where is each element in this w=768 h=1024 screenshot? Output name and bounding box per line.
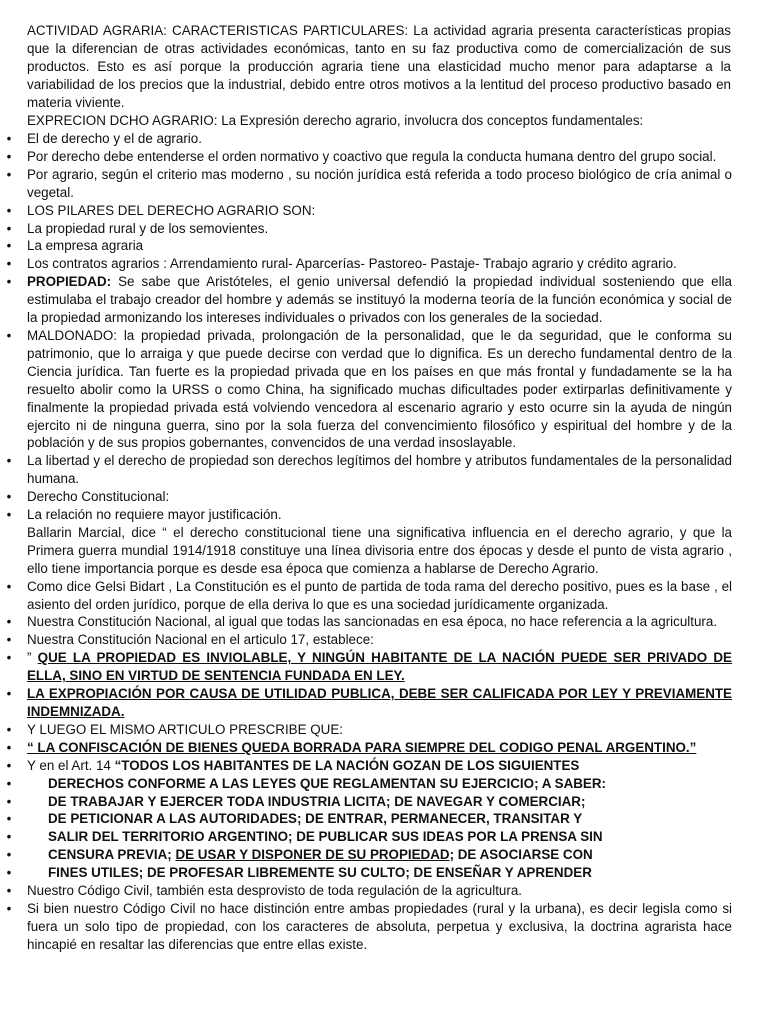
bullet-icon: • xyxy=(6,220,12,236)
bullet-icon: • xyxy=(6,847,12,863)
list-item: • LOS PILARES DEL DERECHO AGRARIO SON: xyxy=(0,202,732,220)
bullet-icon: • xyxy=(6,131,12,146)
article-14-line: • DE PETICIONAR A LAS AUTORIDADES; DE ENTRAR, PERMANECER, TRANSITAR Y xyxy=(0,810,732,828)
article-14-lead: • Y en el Art. 14 “TODOS LOS HABITANTES DE LA NACIÓN GOZAN DE LOS SIGUIENTES xyxy=(0,757,732,775)
list-item: • Como dice Gelsi Bidart , La Constitución es el punto de partida de toda rama del derecho positivo, pues es la base , el asiento del orden jurídico, porque de ella deriva lo que es una sociedad jurídicamente organizada. xyxy=(0,578,732,614)
bullet-icon: • xyxy=(6,489,12,505)
list-item: • Por agrario, según el criterio mas moderno , su noción jurídica está referida a todo proceso biológico de cría animal o vegetal. xyxy=(0,166,732,202)
bullet-icon: • xyxy=(6,686,12,702)
bullet-icon: • xyxy=(6,650,12,666)
bullet-list xyxy=(0,130,732,954)
bullet-icon: • xyxy=(6,453,12,469)
bullet-icon: • xyxy=(6,507,12,523)
bullet-icon: • xyxy=(6,148,12,164)
bullet-icon: • xyxy=(6,166,12,182)
bullet-icon: • xyxy=(6,632,12,648)
bullet-icon: • xyxy=(6,614,12,630)
bullet-icon: • xyxy=(6,775,12,791)
bullet-icon: • xyxy=(6,256,12,272)
list-item: • Nuestra Constitución Nacional en el articulo 17, establece: xyxy=(0,631,732,649)
intro-paragraph: ACTIVIDAD AGRARIA: CARACTERISTICAS PARTICULARES: La actividad agraria presenta características propias que la diferencian de otras actividades económicas, tanto en su faz productiva como de comercialización de sus productos. Esto es así porque la producción agraria tiene una elasticidad mucho menor para adaptarse a la variabilidad de los precios que la industrial, debido entre otros motivos a la lentitud del proceso productivo basado en materia viviente. xyxy=(27,23,731,110)
intro-block xyxy=(27,22,731,129)
list-item: • Nuestra Constitución Nacional, al igual que todas las sancionadas en esa época, no hace referencia a la agricultura. xyxy=(0,613,732,631)
list-item: • “ LA CONFISCACIÓN DE BIENES QUEDA BORRADA PARA SIEMPRE DEL CODIGO PENAL ARGENTINO.” xyxy=(0,739,732,757)
article-14-line: • FINES UTILES; DE PROFESAR LIBREMENTE SU CULTO; DE ENSEÑAR Y APRENDER xyxy=(0,864,732,882)
bullet-icon: • xyxy=(6,578,12,594)
list-item: • La propiedad rural y de los semovientes. xyxy=(0,220,732,238)
bullet-icon: • xyxy=(6,202,12,218)
list-item: • La libertad y el derecho de propiedad son derechos legítimos del hombre y atributos fundamentales de la personalidad humana. xyxy=(0,452,732,488)
list-item: • MALDONADO: la propiedad privada, prolongación de la personalidad, que le da seguridad, que le conforma su patrimonio, que lo arraiga y que puede decirse con verdad que lo dignifica. Es un derecho fundamental dentro de la Ciencia jurídica. Tan fuerte es la propiedad privada que en los países en que más frontal y fundadamente se la ha resuelto abolir como la URSS o como China, ha significado muchas dificultades poder extirparlas definitivamente y finalmente la propiedad privada está volviendo vencedora al escenario agrario y esto ocurre sin la ayuda de ningún ejercito ni de ninguna guerra, sino por la sola fuerza del convencimiento filosófico y espiritual del hombre y de la población y de sus propios gobernantes, convencidos de una verdad insoslayable. xyxy=(0,327,732,452)
list-item: • El de derecho y el de agrario. xyxy=(0,130,732,148)
list-item: • Los contratos agrarios : Arrendamiento rural- Aparcerías- Pastoreo- Pastaje- Trabajo agrario y crédito agrario. xyxy=(0,255,732,273)
bullet-icon: • xyxy=(6,883,12,899)
article-14-line: • CENSURA PREVIA; DE USAR Y DISPONER DE SU PROPIEDAD; DE ASOCIARSE CON xyxy=(0,846,732,864)
article-14-line: • DERECHOS CONFORME A LAS LEYES QUE REGLAMENTAN SU EJERCICIO; A SABER: xyxy=(0,775,732,793)
article-14-line: • DE TRABAJAR Y EJERCER TODA INDUSTRIA LICITA; DE NAVEGAR Y COMERCIAR; xyxy=(0,793,732,811)
list-item: • Y LUEGO EL MISMO ARTICULO PRESCRIBE QUE: xyxy=(0,721,732,739)
bullet-icon: • xyxy=(6,721,12,737)
list-item: • La empresa agraria xyxy=(0,237,732,255)
bullet-icon: • xyxy=(6,327,12,343)
list-item: • PROPIEDAD: Se sabe que Aristóteles, el genio universal defendió la propiedad individual sosteniendo que ella estimulaba el trabajo creador del hombre y además se instituyó la moderna teoría de la función económica y social de la propiedad armonizando los intereses individuales o privados con los generales de la sociedad. xyxy=(0,273,732,327)
bullet-icon: • xyxy=(6,739,12,755)
list-item: • Si bien nuestro Código Civil no hace distinción entre ambas propiedades (rural y la urbana), es decir legisla como si fuera un solo tipo de propiedad, con los caracteres de absoluta, perpetua y exclusiva, la doctrina agrarista hace hincapié en resaltar las diferencias que entre ellas existe. xyxy=(0,900,732,954)
bullet-icon: • xyxy=(6,865,12,881)
list-item: • Nuestro Código Civil, también esta desprovisto de toda regulación de la agricultura. xyxy=(0,882,732,900)
list-item: • La relación no requiere mayor justificación. xyxy=(0,506,732,524)
bullet-icon: • xyxy=(6,829,12,845)
list-item: • LA EXPROPIACIÓN POR CAUSA DE UTILIDAD PUBLICA, DEBE SER CALIFICADA POR LEY Y PREVIAMENTE INDEMNIZADA. xyxy=(0,685,732,721)
bullet-icon: • xyxy=(6,793,12,809)
list-item: Ballarin Marcial, dice “ el derecho constitucional tiene una significativa influencia en el derecho agrario, y que la Primera guerra mundial 1914/1918 constituye una línea divisoria entre dos épocas y desde el punto de vista agrario , ello tiene importancia porque es desde esa época que comienza a hablarse de Derecho Agrario. xyxy=(27,524,732,576)
article-14-line: • SALIR DEL TERRITORIO ARGENTINO; DE PUBLICAR SUS IDEAS POR LA PRENSA SIN xyxy=(0,828,732,846)
list-item: • ” QUE LA PROPIEDAD ES INVIOLABLE, Y NINGÚN HABITANTE DE LA NACIÓN PUEDE SER PRIVADO DE ELLA, SINO EN VIRTUD DE SENTENCIA FUNDADA EN LEY. xyxy=(0,649,732,685)
list-item: • Derecho Constitucional: xyxy=(0,488,732,506)
bullet-icon: • xyxy=(6,900,12,916)
bullet-icon: • xyxy=(6,757,12,773)
bullet-icon: • xyxy=(6,811,12,827)
bullet-icon: • xyxy=(6,238,12,254)
expression-heading: EXPRECION DCHO AGRARIO: La Expresión derecho agrario, involucra dos conceptos fundamentales: xyxy=(27,112,644,128)
list-item: • Por derecho debe entenderse el orden normativo y coactivo que regula la conducta humana dentro del grupo social. xyxy=(0,148,732,166)
bullet-icon: • xyxy=(6,274,12,290)
